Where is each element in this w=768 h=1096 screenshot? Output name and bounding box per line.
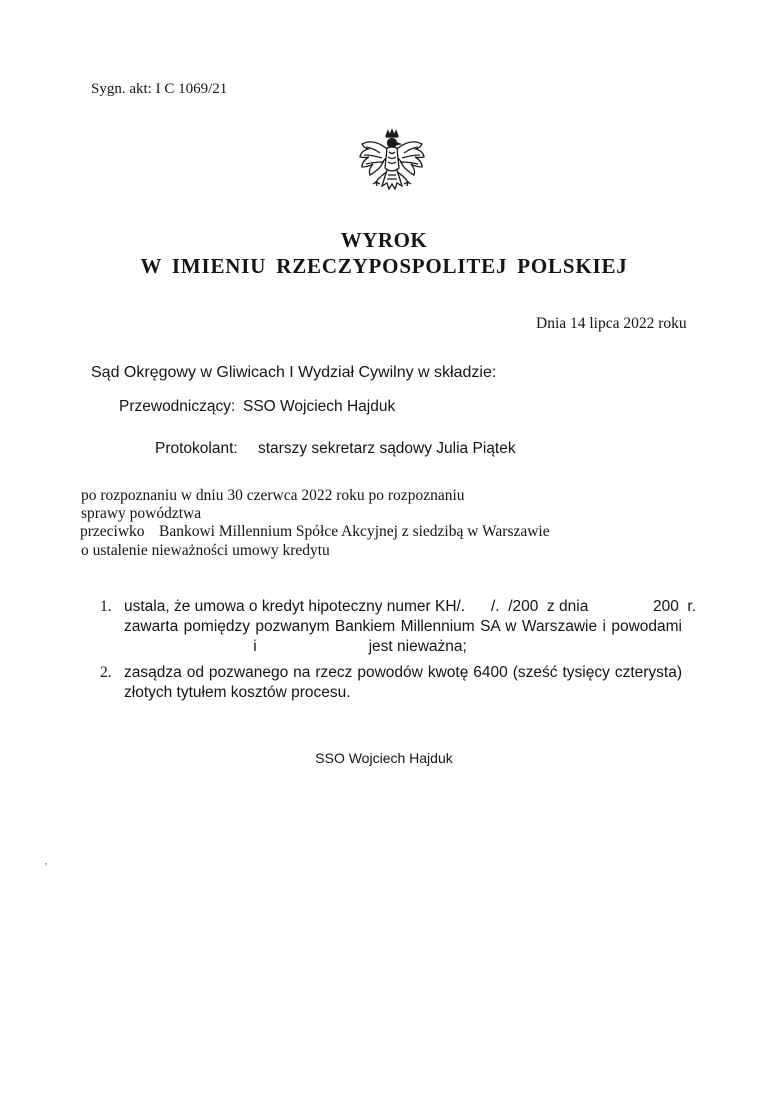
case-reference: Sygn. akt: I C 1069/21 [91, 81, 228, 97]
judge-signature: SSO Wojciech Hajduk [315, 750, 453, 766]
ruling-number: 1. [100, 598, 112, 615]
case-hearing-line: po rozpoznaniu w dniu 30 czerwca 2022 roku po rozpoznaniu [81, 487, 465, 504]
ruling-text-line: ustala, że umowa o kredyt hipoteczny numer KH/. /. /200 z dnia 200 r. [124, 598, 697, 615]
ruling-text-line: zawarta pomiędzy pozwanym Bankiem Millennium SA w Warszawie i powodami [124, 618, 682, 635]
case-subject: o ustalenie nieważności umowy kredytu [81, 542, 330, 559]
ruling-text-line: i jest nieważna; [124, 638, 467, 655]
ruling-text-line: zasądza od pozwanego na rzecz powodów kwotę 6400 (sześć tysięcy czterysta) [124, 664, 682, 681]
presiding-judge: SSO Wojciech Hajduk [243, 398, 396, 415]
clerk-label: Protokolant: [155, 440, 238, 457]
case-claim-line: sprawy powództwa [81, 505, 202, 522]
ruling-text-line: złotych tytułem kosztów procesu. [124, 684, 351, 701]
case-defendant: Bankowi Millennium Spółce Akcyjnej z siedzibą w Warszawie [159, 523, 550, 540]
clerk-name: starszy sekretarz sądowy Julia Piątek [258, 440, 516, 457]
document-subtitle: W IMIENIU RZECZYPOSPOLITEJ POLSKIEJ [140, 254, 628, 278]
ruling-number: 2. [100, 664, 112, 681]
presiding-label: Przewodniczący: [119, 398, 236, 415]
court-composition: Sąd Okręgowy w Gliwicach I Wydział Cywilny w składzie: [91, 364, 497, 381]
judgment-date: Dnia 14 lipca 2022 roku [536, 315, 687, 332]
document-title: WYROK [340, 228, 428, 252]
polish-eagle-icon [356, 128, 428, 208]
margin-mark: ' [45, 862, 47, 873]
case-against-label: przeciwko [80, 523, 145, 540]
